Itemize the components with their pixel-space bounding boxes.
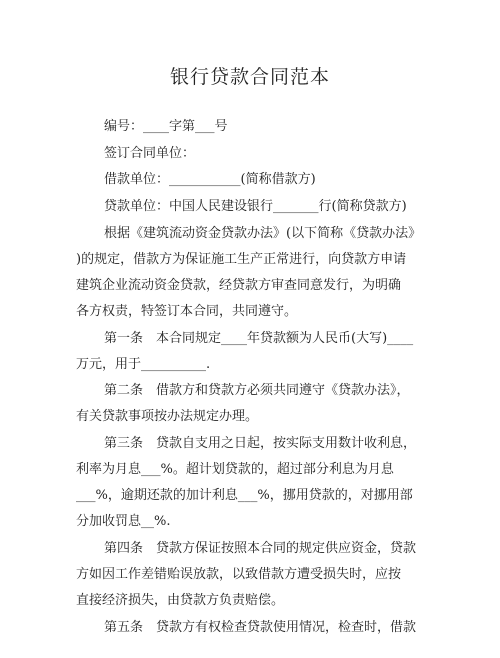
signing-units-line: 签订合同单位：: [104, 146, 196, 161]
article-3-line-4: 分加收罚息__%.: [76, 514, 171, 529]
article-3-line-3: ___%，逾期还款的加计利息___%，挪用贷款的，对挪用部: [76, 488, 413, 503]
preamble-line-3: 建筑企业流动资金贷款，经贷款方审查同意发行，为明确: [76, 278, 402, 293]
borrower-line: 借款单位：___________(简称借款方): [104, 172, 316, 187]
article-4-line-3: 直接经济损失，由贷款方负责赔偿。: [76, 593, 285, 608]
preamble-line-1: 根据《建筑流动资金贷款办法》(以下简称《贷款办法》: [104, 226, 422, 241]
article-2-line-1: 第二条 借款方和贷款方必须共同遵守《贷款办法》，: [104, 383, 410, 398]
article-3-line-1: 第三条 贷款自支用之日起，按实际支用数计收利息，: [104, 436, 417, 451]
document-title: 银行贷款合同范本: [169, 66, 330, 88]
lender-line: 贷款单位：中国人民建设银行_______行(简称贷款方): [104, 199, 407, 214]
article-3-line-2: 利率为月息___%。超计划贷款的，超过部分利息为月息: [76, 462, 394, 477]
article-4-line-1: 第四条 贷款方保证按照本合同的规定供应资金，贷款: [104, 541, 417, 556]
article-2-line-2: 有关贷款事项按办法规定办理。: [76, 409, 259, 424]
article-1-line-1: 第一条 本合同规定____年贷款额为人民币(大写)____: [104, 331, 414, 346]
preamble-line-4: 各方权责，特签订本合同，共同遵守。: [76, 304, 298, 319]
article-5-line-1: 第五条 贷款方有权检查贷款使用情况，检查时，借款: [104, 620, 417, 635]
preamble-line-2: )的规定，借款方为保证施工生产正常进行，向贷款方申请: [76, 252, 407, 267]
article-1-line-2: 万元，用于__________.: [76, 357, 211, 372]
article-4-line-2: 方如因工作差错贻误放款，以致借款方遭受损失时，应按: [76, 567, 402, 582]
contract-number-line: 编号：____字第___号: [104, 119, 228, 134]
